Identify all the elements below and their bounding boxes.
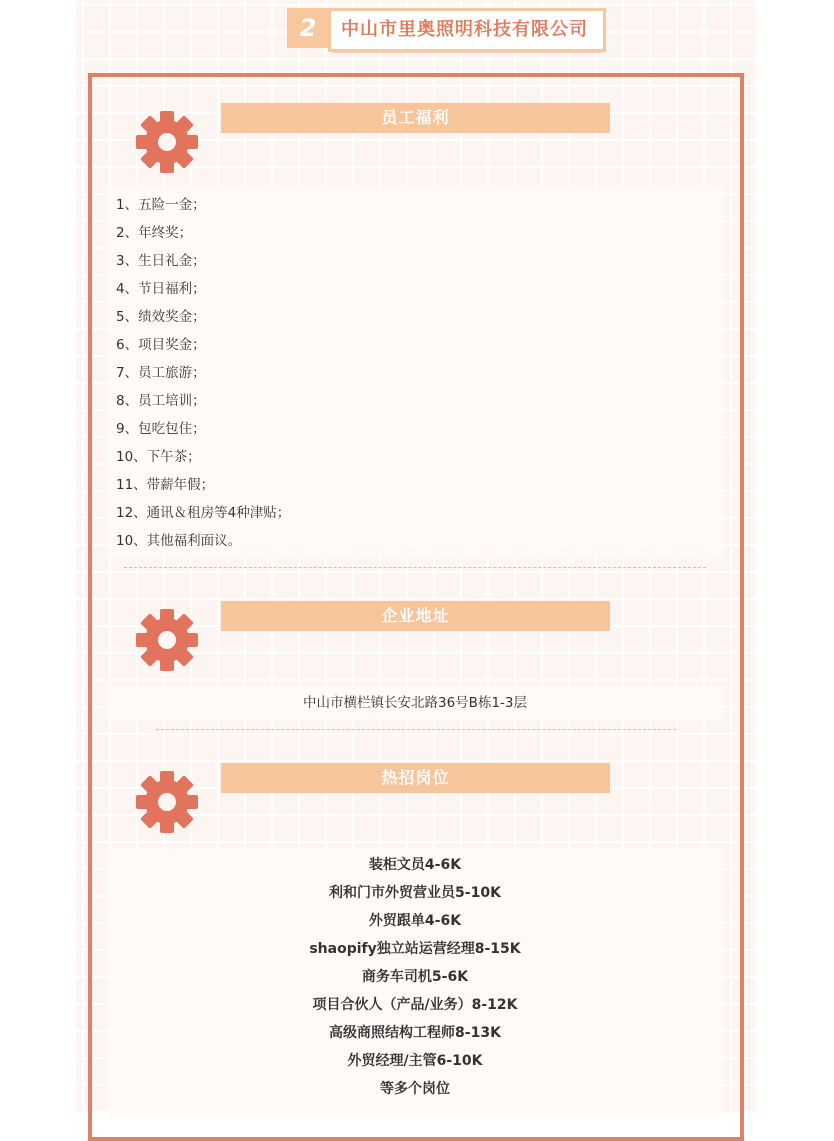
company-address: 中山市横栏镇长安北路36号B栋1-3层 bbox=[303, 695, 527, 711]
company-title bbox=[287, 8, 614, 50]
benefit-item: 3、生日礼金； bbox=[116, 253, 206, 269]
job-item: 装柜文员4-6K bbox=[368, 857, 462, 873]
benefit-item: 10、下午茶； bbox=[116, 449, 201, 465]
job-item: shaopify独立站运营经理8-15K bbox=[309, 941, 521, 957]
benefit-item: 4、节日福利； bbox=[116, 281, 206, 297]
benefit-item: 5、绩效奖金； bbox=[116, 309, 206, 325]
job-item: 等多个岗位 bbox=[380, 1081, 450, 1097]
benefit-item: 2、年终奖； bbox=[116, 225, 193, 241]
section-divider bbox=[156, 729, 676, 730]
benefit-item: 9、包吃包住； bbox=[116, 421, 206, 437]
jobs-card bbox=[107, 848, 723, 1118]
gear-icon bbox=[135, 608, 199, 672]
benefit-item: 7、员工旅游； bbox=[116, 365, 206, 381]
job-item: 外贸经理/主管6-10K bbox=[347, 1053, 483, 1069]
job-item: 商务车司机5-6K bbox=[361, 969, 469, 985]
job-item: 外贸跟单4-6K bbox=[368, 913, 462, 929]
benefit-item: 1、五险一金； bbox=[116, 197, 206, 213]
job-item: 高级商照结构工程师8-13K bbox=[329, 1025, 501, 1041]
jobs-banner: 热招岗位 bbox=[221, 763, 610, 793]
benefits-card bbox=[107, 186, 723, 558]
benefit-item: 12、通讯＆租房等4种津贴； bbox=[116, 505, 291, 521]
benefit-item: 8、员工培训； bbox=[116, 393, 206, 409]
gear-icon bbox=[135, 110, 199, 174]
company-name: 中山市里奥照明科技有限公司 bbox=[341, 19, 588, 40]
address-banner: 企业地址 bbox=[221, 601, 610, 631]
section-divider bbox=[124, 567, 706, 568]
benefit-item: 6、项目奖金； bbox=[116, 337, 206, 353]
gear-icon bbox=[135, 770, 199, 834]
benefit-item: 11、带薪年假； bbox=[116, 477, 215, 493]
address-card bbox=[107, 686, 723, 720]
section-number: 2 bbox=[287, 8, 329, 48]
job-item: 项目合伙人（产品/业务）8-12K bbox=[312, 997, 518, 1013]
company-name-box bbox=[328, 8, 606, 52]
benefit-item: 10、其他福利面议。 bbox=[116, 533, 242, 549]
job-item: 利和门市外贸营业员5-10K bbox=[329, 885, 501, 901]
benefits-banner: 员工福利 bbox=[221, 103, 610, 133]
